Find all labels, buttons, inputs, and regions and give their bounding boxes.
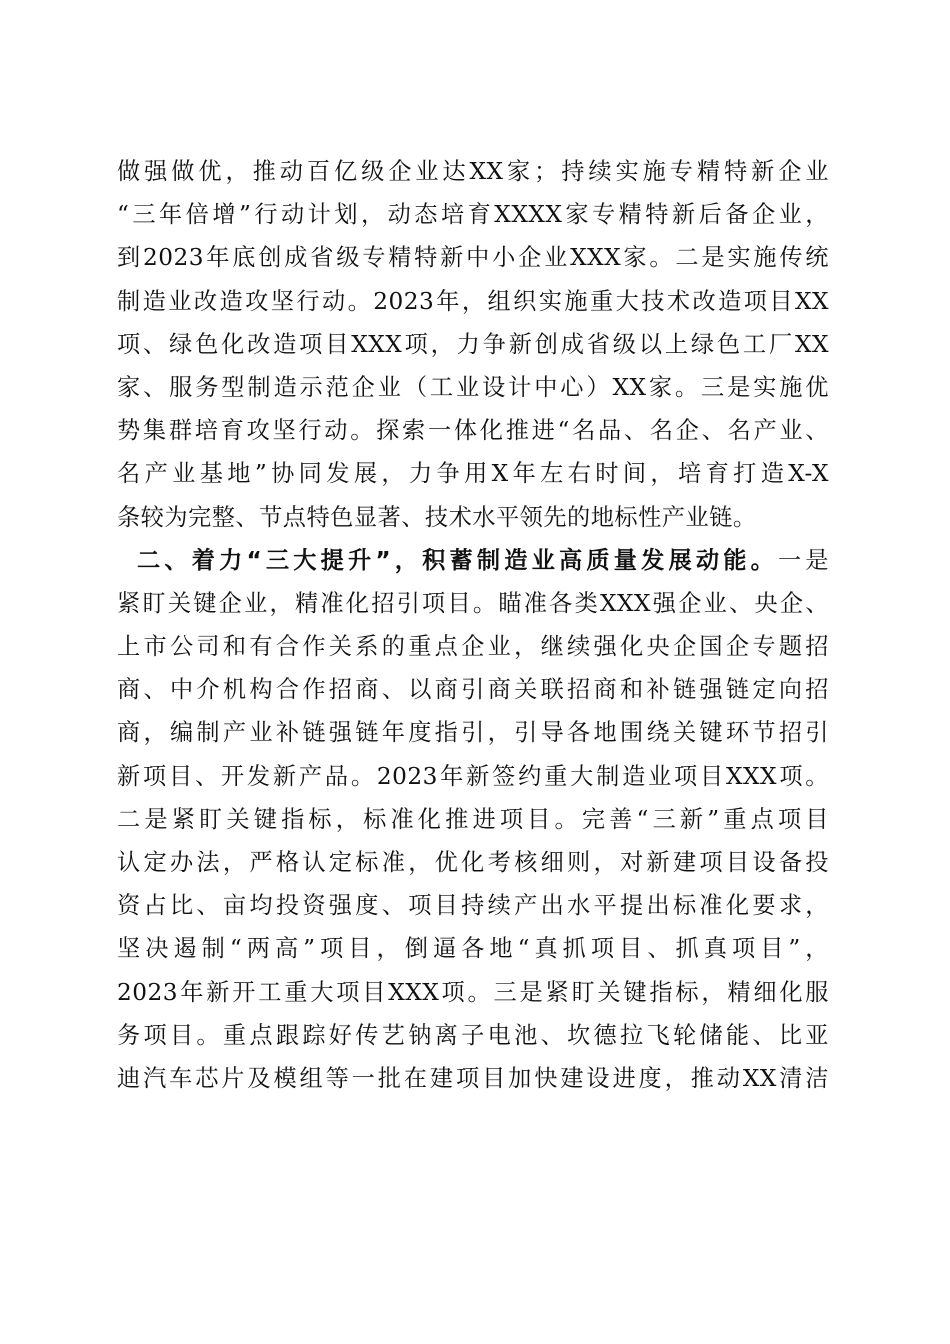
text-line: 项、绿色化改造项目XXX项，力争新创成省级以上绿色工厂XX [117,330,829,358]
text-line: 商，编制产业补链强链年度指引，引导各地围绕关键环节招引 [117,719,829,747]
text-line: 势集群培育攻坚行动。探索一体化推进“名品、名企、名产业、 [117,417,829,445]
text-line: 2023年新开工重大项目XXX项。三是紧盯关键指标，精细化服 [117,978,829,1006]
text-line: 务项目。重点跟踪好传艺钠离子电池、坎德拉飞轮储能、比亚 [117,1021,829,1049]
text-line: 家、服务型制造示范企业（工业设计中心）XX家。三是实施优 [117,373,829,401]
text-line: 名产业基地”协同发展，力争用X年左右时间，培育打造X-X [117,460,829,488]
section-heading: 二、着力“三大提升”，积蓄制造业高质量发展动能。 [137,546,778,574]
text-line: 新项目、开发新产品。2023年新签约重大制造业项目XXX项。 [117,762,829,790]
text-line: 制造业改造攻坚行动。2023年，组织实施重大技术改造项目XX [117,287,829,315]
text-line: 商、中介机构合作招商、以商引商关联招商和补链强链定向招 [117,676,829,704]
text-line: 上市公司和有合作关系的重点企业，继续强化央企国企专题招 [117,633,829,661]
text-line: “三年倍增”行动计划，动态培育XXXX家专精特新后备企业， [117,201,829,229]
text-line: 做强做优，推动百亿级企业达XX家；持续实施专精特新企业 [117,158,829,185]
paragraph-2 [117,539,829,1100]
heading-tail-text: 一是 [777,546,829,574]
text-line: 紧盯关键企业，精准化招引项目。瞄准各类XXX强企业、央企、 [117,589,829,617]
document-page [117,150,829,1100]
text-line: 资占比、亩均投资强度、项目持续产出水平提出标准化要求， [117,892,829,920]
text-line: 到2023年底创成省级专精特新中小企业XXX家。二是实施传统 [117,244,829,272]
text-line: 迪汽车芯片及模组等一批在建项目加快建设进度，推动XX清洁 [117,1064,829,1092]
section-heading-line [117,539,829,582]
text-line: 二是紧盯关键指标，标准化推进项目。完善“三新”重点项目 [117,805,829,833]
text-line: 认定办法，严格认定标准，优化考核细则，对新建项目设备投 [117,849,829,876]
text-line: 条较为完整、节点特色显著、技术水平领先的地标性产业链。 [117,503,757,531]
text-line: 坚决遏制“两高”项目，倒逼各地“真抓项目、抓真项目”， [117,935,829,963]
paragraph-1 [117,150,829,539]
